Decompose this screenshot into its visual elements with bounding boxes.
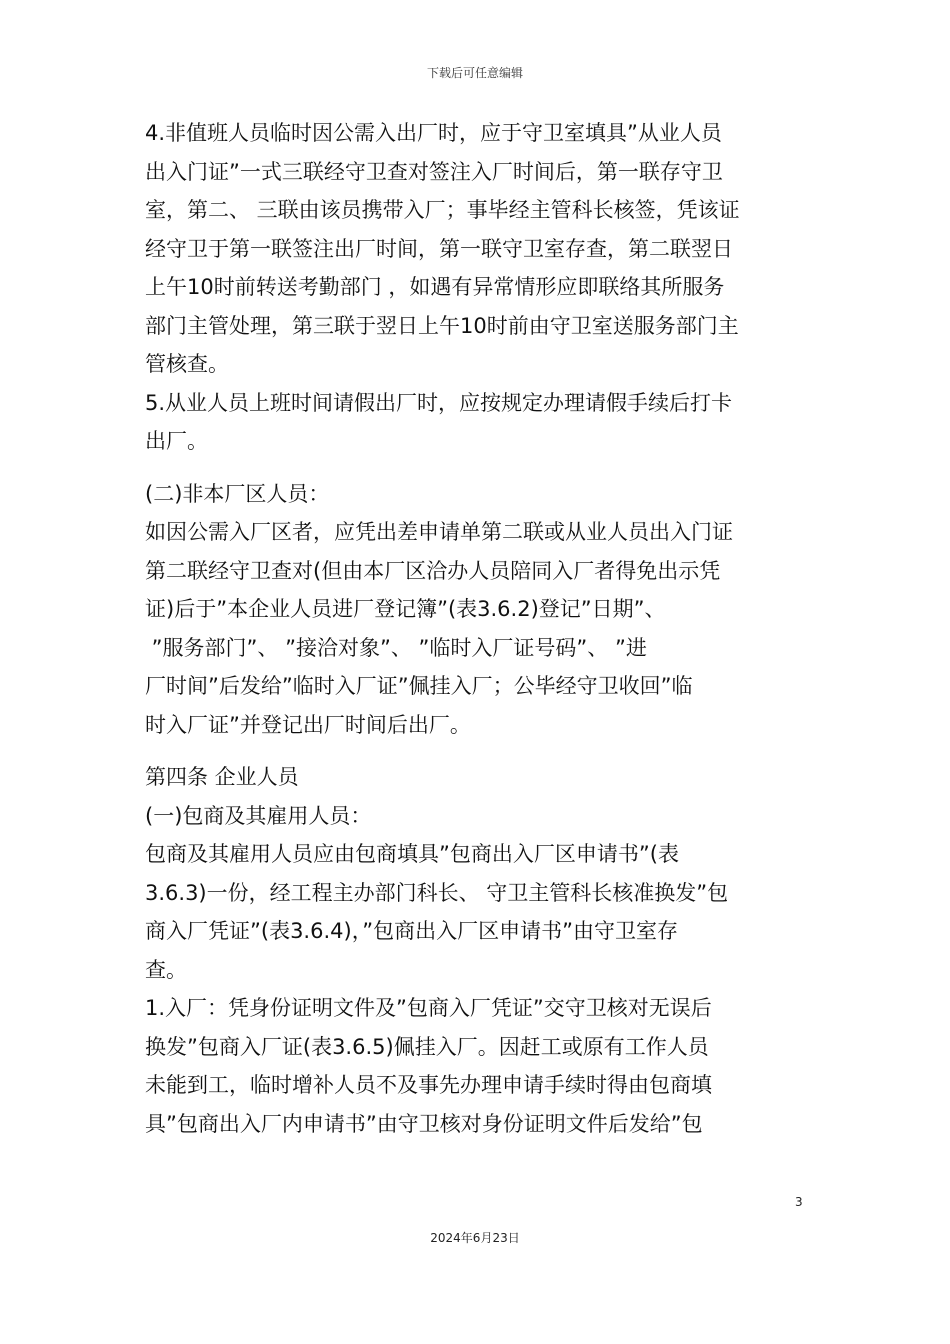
body-line: 室，第二、 三联由该员携带入厂；事毕经主管科长核签，凭该证 [145,198,740,222]
body-line: 出厂。 [145,429,208,453]
section-heading: (二)非本厂区人员： [145,481,330,506]
body-line: 3.6.3)一份，经工程主办部门科长、 守卫主管科长核准换发”包 [145,880,729,905]
body-line: 第二联经守卫查对(但由本厂区洽办人员陪同入厂者得免出示凭 [145,558,721,583]
section-heading: (一)包商及其雇用人员： [145,803,372,828]
body-line: 证)后于”本企业人员进厂登记簿”(表3.6.2)登记”日期”、 [145,597,666,621]
paragraph-gap [145,461,815,475]
body-line: 商入厂凭证”(表3.6.4)，”包商出入厂区申请书”由守卫室存 [145,919,678,943]
body-line: 出入门证”一式三联经守卫查对签注入厂时间后，第一联存守卫 [145,159,723,184]
body-line: 具”包商出入厂内申请书”由守卫核对身份证明文件后发给”包 [145,1111,703,1136]
body-line: 换发”包商入厂证(表3.6.5)佩挂入厂。因赶工或原有工作人员 [145,1034,709,1059]
body-line: 厂时间”后发给”临时入厂证”佩挂入厂；公毕经守卫收回”临 [145,674,693,698]
body-line: 如因公需入厂区者，应凭出差申请单第二联或从业人员出入门证 [145,520,733,544]
article-heading: 第四条 企业人员 [145,765,299,789]
body-line: ”服务部门”、 ”接洽对象”、 ”临时入厂证号码”、 ”进 [145,635,647,660]
body-line: 上午10时前转送考勤部门 ，如遇有异常情形应即联络其所服务 [145,275,725,299]
body-line: 管核查。 [145,352,229,376]
body-line: 包商及其雇用人员应由包商填具”包商出入厂区申请书”(表 [145,842,679,866]
footer-date: 2024年6月23日 [430,1231,520,1245]
body-line: 5.从业人员上班时间请假出厂时，应按规定办理请假手续后打卡 [145,390,733,415]
body-line: 4.非值班人员临时因公需入出厂时，应于守卫室填具”从业人员 [145,121,722,145]
body-line: 部门主管处理，第三联于翌日上午10时前由守卫室送服务部门主 [145,313,739,338]
page-number: 3 [795,1195,803,1209]
paragraph-gap [145,744,815,758]
body-line: 查。 [145,957,187,982]
page-header: 下载后可任意编辑 [426,66,523,80]
body-line: 时入厂证”并登记出厂时间后出厂。 [145,712,471,737]
body-line: 经守卫于第一联签注出厂时间，第一联守卫室存查，第二联翌日 [145,236,733,261]
body-line: 1.入厂：凭身份证明文件及”包商入厂凭证”交守卫核对无误后 [145,996,712,1020]
body-line: 未能到工，临时增补人员不及事先办理申请手续时得由包商填 [145,1073,712,1097]
document-body [145,114,815,1143]
